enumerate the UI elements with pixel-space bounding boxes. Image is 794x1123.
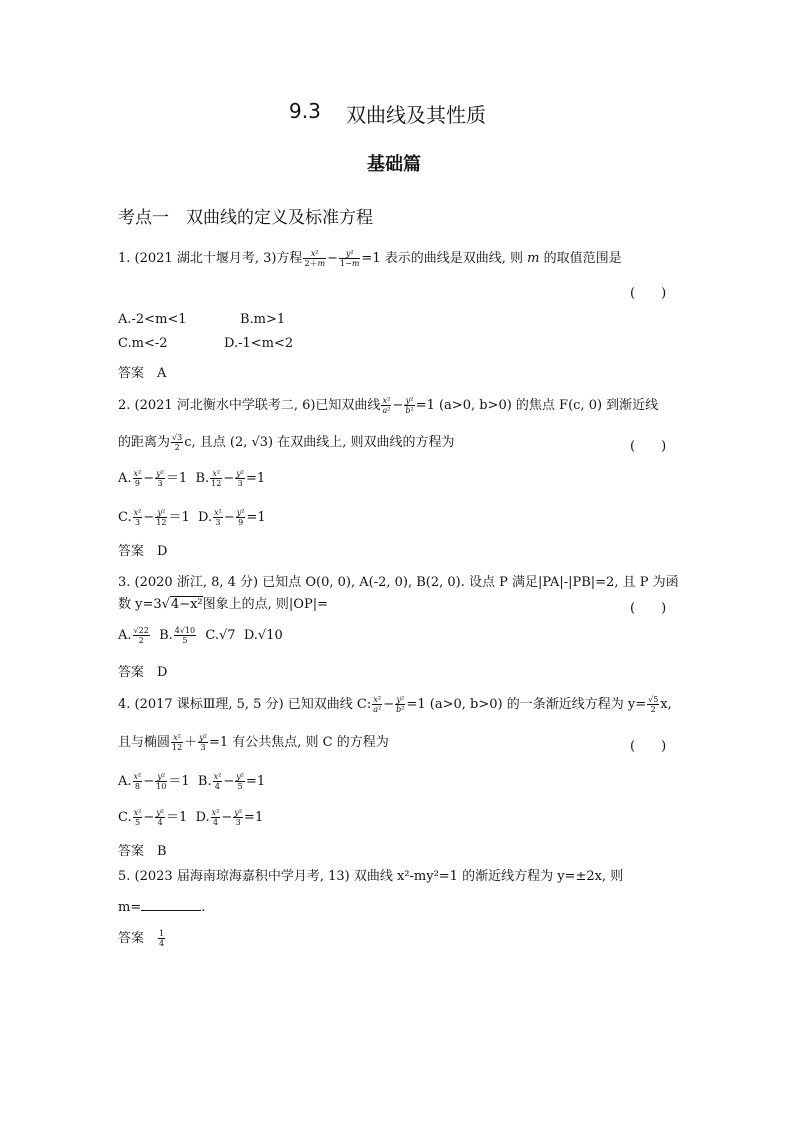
fraction: $\frac{√3}{2}$: [172, 433, 183, 452]
question-5: 5. (2023 届海南琼海嘉积中学月考, 13) 双曲线 x²-my²=1 的渐近线方程为 y=±2x, 则: [118, 869, 624, 884]
option-a: A. $\frac{\text{x²}}{9}$ − $\frac{\text{y²}}{3}$ ＝1 B. $\frac{\text{x²}}{12}$ − $\frac{\text{y²}}{3}$ =1: [118, 469, 266, 488]
option-d: D.-1<m<2: [224, 336, 294, 351]
option-a: A.-2<m<1: [118, 312, 187, 327]
question-1: 1. (2021 湖北十堰月考, 3)方程 $\frac{\text{x²}}{2+m}$ − $\frac{\text{y²}}{1-m}$ =1 表示的曲线是双曲线, 则 m 的取值范围是: [118, 249, 622, 268]
option-c: C. $\frac{\text{x²}}{5}$ − $\frac{\text{y²}}{4}$ ＝1 D. $\frac{\text{x²}}{4}$ − $\frac{\text{y²}}{3}$ =1: [118, 808, 264, 827]
fraction: $\frac{\text{y²}}{1-m}$: [340, 249, 360, 268]
option-c: C. $\frac{\text{x²}}{3}$ − $\frac{\text{y²}}{12}$ ＝1 D. $\frac{\text{x²}}{3}$ − $\frac{\text{y²}}{9}$ =1: [118, 508, 266, 527]
answer-paren: ( ): [630, 601, 667, 616]
option-c: C.m<-2: [118, 336, 168, 351]
answer-paren: ( ): [630, 286, 667, 301]
option-a: A. $\frac{\text{x²}}{8}$ − $\frac{\text{y²}}{10}$ ＝1 B. $\frac{\text{x²}}{4}$ − $\frac{\text{y²}}{5}$ =1: [118, 772, 266, 791]
question-3-line2: 数 y=3√4−x²图象上的点, 则|OP|=: [118, 597, 328, 612]
fraction: $\frac{\text{x²}}{\text{a²}}$: [382, 396, 391, 415]
fraction: $\frac{\text{y²}}{\text{b²}}$: [405, 396, 414, 415]
answer-paren: ( ): [630, 739, 667, 754]
section-subtitle: 基础篇: [367, 154, 421, 175]
question-3: 3. (2020 浙江, 8, 4 分) 已知点 O(0, 0), A(-2, 0), B(2, 0). 设点 P 满足|PA|-|PB|=2, 且 P 为函: [118, 575, 679, 590]
answer-row: 答案 B: [118, 844, 167, 859]
question-2: 2. (2021 河北衡水中学联考二, 6)已知双曲线 $\frac{\text{x²}}{\text{a²}}$ − $\frac{\text{y²}}{\text{b²}}$ =1 (a>0, b>0) 的焦点 F(c, 0) 到渐近线: [118, 396, 659, 415]
option-b: B.m>1: [240, 312, 286, 327]
question-5-line2: m= .: [118, 900, 206, 915]
page-title: 双曲线及其性质: [346, 103, 486, 127]
section-number: 9.3: [289, 99, 321, 123]
options-row: A. $\frac{√22}{2}$ B. $\frac{4√10}{5}$ C.√7 D.√10: [118, 626, 283, 645]
question-4: 4. (2017 课标Ⅲ理, 5, 5 分) 已知双曲线 C: $\frac{\text{x²}}{\text{a²}}$ − $\frac{\text{y²}}{\text{b²}}$ =1 (a>0, b>0) 的一条渐近线方程为 y= $\frac{√5}{2}$ x,: [118, 695, 672, 714]
fraction: $\frac{\text{x²}}{2+m}$: [304, 249, 326, 268]
topic-heading: 考点一 双曲线的定义及标准方程: [118, 208, 373, 228]
answer-row: 答案 A: [118, 366, 167, 381]
question-4-line2: 且与椭圆 $\frac{\text{x²}}{12}$ ＋ $\frac{\text{y²}}{3}$ =1 有公共焦点, 则 C 的方程为: [118, 733, 389, 752]
question-2-line2: 的距离为 $\frac{√3}{2}$ c, 且点 (2, √3) 在双曲线上, 则双曲线的方程为: [118, 433, 455, 452]
answer-blank: [141, 899, 201, 911]
answer-row: 答案 $\frac{1}{4}$: [118, 929, 165, 948]
answer-paren: ( ): [630, 439, 667, 454]
answer-row: 答案 D: [118, 665, 168, 680]
answer-row: 答案 D: [118, 544, 168, 559]
